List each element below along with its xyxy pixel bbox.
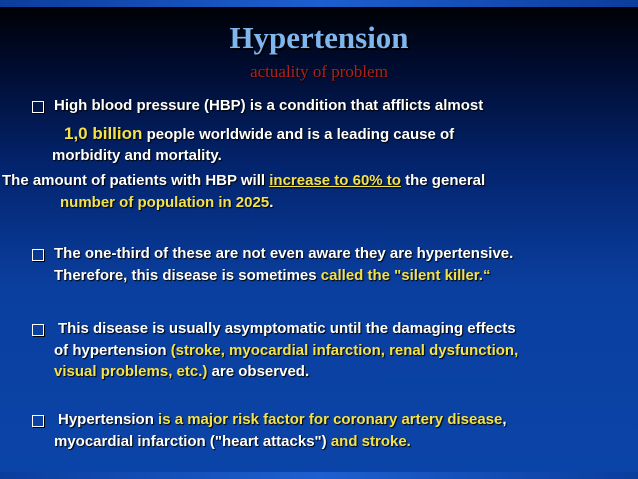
p2-part1: The amount of patients with HBP will: [2, 172, 266, 189]
p2-link[interactable]: increase to 60% to: [269, 172, 401, 189]
p4-line3-a: visual problems, etc.): [54, 363, 208, 380]
p5-line2-a: myocardial infarction ("heart attacks"): [54, 433, 327, 450]
p5-line1: [58, 410, 507, 429]
square-bullet-icon: [32, 101, 44, 113]
slide-subtitle: actuality of problem: [250, 62, 388, 81]
p4-line1: This disease is usually asymptomatic until the damaging effects: [58, 320, 516, 337]
p4-line2-a: of hypertension: [54, 342, 167, 359]
square-bullet-icon: [32, 324, 44, 336]
p4-line3-b: are observed.: [211, 363, 310, 380]
p4-line2: [54, 341, 518, 360]
top-stripe: [0, 0, 638, 7]
p3-line2: [54, 266, 490, 285]
p1-line3: morbidity and mortality.: [52, 147, 222, 164]
p2-line2: [60, 193, 273, 212]
p1-number: 1,0 billion: [64, 124, 143, 143]
square-bullet-icon: [32, 415, 44, 427]
slide-title: Hypertension: [229, 20, 409, 55]
p5-line1-a: Hypertension: [58, 411, 154, 428]
p2-line1: [2, 171, 485, 190]
p5-line1-c: ,: [502, 411, 507, 428]
p1-line2: [64, 124, 454, 144]
p4-line3: [54, 362, 309, 381]
p2-period: .: [269, 194, 274, 211]
p5-line2-b: and stroke.: [330, 433, 411, 450]
p3-line1: The one-third of these are not even aware they are hypertensive.: [54, 245, 514, 262]
p5-line2: [54, 432, 411, 451]
p1-line2-rest: people worldwide and is a leading cause of: [146, 126, 455, 143]
square-bullet-icon: [32, 249, 44, 261]
p2-part2: the general: [405, 172, 486, 189]
p4-line2-b: (stroke, myocardial infarction, renal dysfunction,: [170, 342, 519, 359]
p5-line1-b: is a major risk factor for coronary artery disease: [158, 411, 503, 428]
bottom-stripe: [0, 472, 638, 479]
p1-line1: High blood pressure (HBP) is a condition that afflicts almost: [54, 97, 484, 114]
p2-line2-text: number of population in 2025: [60, 194, 270, 211]
p3-line2-b: called the "silent killer.“: [320, 267, 491, 284]
p3-line2-a: Therefore, this disease is sometimes: [54, 267, 317, 284]
